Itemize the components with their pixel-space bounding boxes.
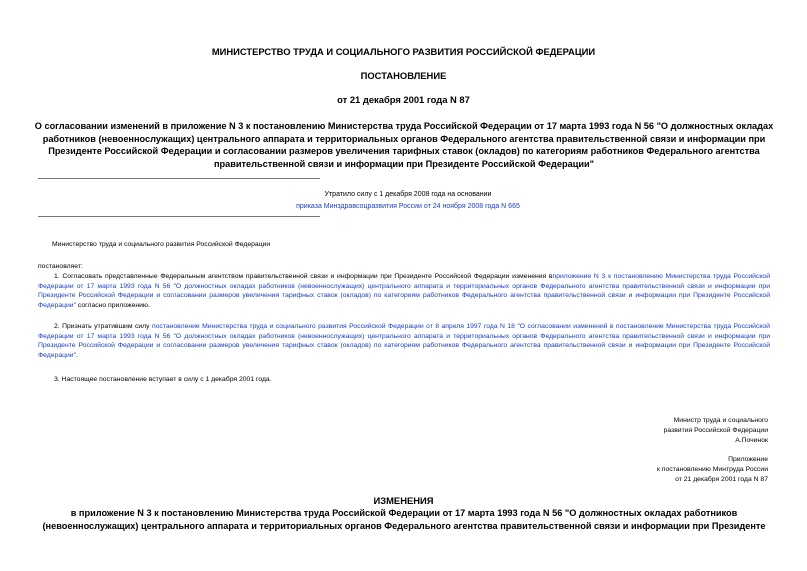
signature-title-1: Министр труда и социального: [673, 417, 768, 424]
status-note: [180, 189, 636, 213]
item-2: [38, 322, 770, 360]
document-subject: О согласовании изменений в приложение N 3 к постановлению Министерства труда Российской Федерации от 17 марта 1993 года N 56 "О должностных окладах работников (невоеннослужащих) центрального аппарата и территориальных органов Федерального агентства правительственной связи и информации при Президенте Российской Федерации и согласовании размеров увеличения тарифных ставок (окладов) по категориям работников Федерального агентства правительственной связи и информации при Президенте Российской Федерации": [34, 121, 774, 169]
appendix-to: к постановлению Минтруда России: [656, 466, 768, 474]
item-2-link[interactable]: постановление Министерства труда и социального развития Российской Федерации от 8 апреля 1997 года N 18 "О согласовании изменений в постановление Министерства труда Российской Федерации от 17 марта 1993 года N 56 "О должностных окладах работников (невоеннослужащих) центрального аппарата и территориальных органов Федерального агентства правительственной связи и информации при Президенте Российской Федерации и согласовании размеров увеличения тарифных ставок (окладов) по категориям работников Федерального агентства правительственной связи и информации при Президенте Российской Федерации": [38, 323, 770, 359]
signature-name: А.Починок: [735, 437, 768, 445]
item-1: [38, 272, 770, 310]
item-1-link[interactable]: приложение N 3 к постановлению Министерства труда Российской Федерации от 17 марта 1993 года N 56 "О должностных окладах работников (невоеннослужащих) центрального аппарата и территориальных органов Федерального агентства правительственной связи и информации при Президенте Российской Федерации и согласовании размеров увеличения тарифных ставок (окладов) по категориям работников Федерального агентства правительственной связи и информации при Президенте Российской Федерации": [38, 273, 770, 309]
changes-title: ИЗМЕНЕНИЯ: [373, 495, 434, 506]
appendix-reference: [568, 455, 768, 486]
appendix-label: Приложение: [728, 456, 768, 463]
divider-top: [38, 178, 320, 179]
issuer-text: Министерство труда и социального развития Российской Федерации: [52, 241, 271, 248]
changes-text: в приложение N 3 к постановлению Министерства труда Российской Федерации от 17 марта 1993 года N 56 "О должностных окладах работников (невоеннослужащих) центрального аппарата и территориальных органов Федерального агентства правительственной связи и информации при Президенте: [42, 508, 766, 531]
document-date-number: от 21 декабря 2001 года N 87: [337, 94, 470, 105]
divider-bottom: [38, 216, 320, 217]
signature-title-2: развития Российской Федерации: [663, 427, 768, 435]
item-3: [38, 375, 770, 385]
resolves-text: постановляет:: [38, 263, 83, 270]
signature-block: [568, 416, 768, 447]
item-1-tail: согласно приложению.: [76, 301, 150, 309]
item-2-text: 2. Признать утратившим силу: [54, 323, 150, 330]
appendix-date: от 21 декабря 2001 года N 87: [675, 476, 768, 484]
document-type: ПОСТАНОВЛЕНИЕ: [360, 70, 447, 81]
status-note-text: Утратило силу с 1 декабря 2008 года на основании: [324, 191, 492, 198]
item-2-tail: .: [76, 351, 78, 359]
ministry-heading: МИНИСТЕРСТВО ТРУДА И СОЦИАЛЬНОГО РАЗВИТИЯ РОССИЙСКОЙ ФЕДЕРАЦИИ: [211, 46, 596, 57]
item-3-text: 3. Настоящее постановление вступает в силу с 1 декабря 2001 года.: [54, 376, 272, 383]
status-note-link[interactable]: приказа Минздравсоцразвития России от 24 ноября 2008 года N 665: [296, 203, 520, 210]
item-1-text: 1. Согласовать представленные Федеральным агентством правительственной связи и информации при Президенте Российской Федерации изменения в: [54, 273, 553, 280]
